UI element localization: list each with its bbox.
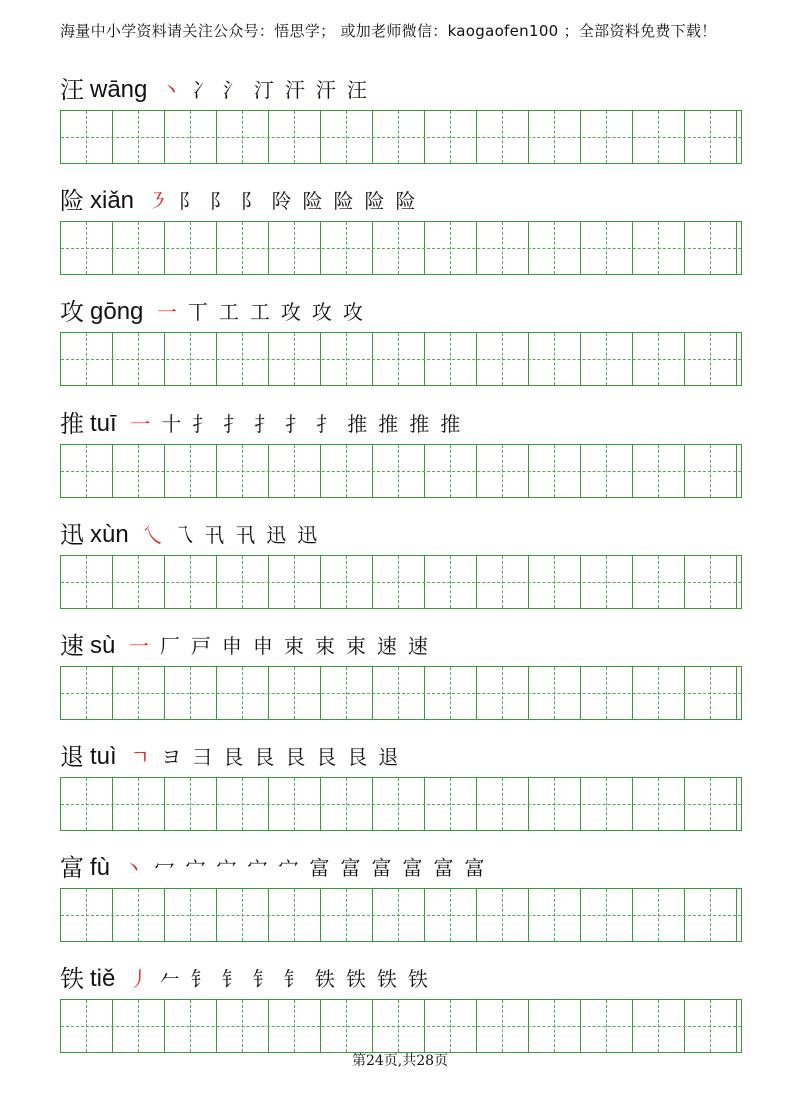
stroke-step [182, 298, 213, 326]
stroke-step [306, 298, 337, 326]
stroke-order [125, 743, 404, 771]
writing-grid[interactable] [60, 110, 742, 164]
stroke-step [279, 76, 310, 104]
stroke-step [218, 743, 249, 771]
stroke-step [154, 632, 185, 660]
writing-grid[interactable] [60, 666, 742, 720]
character: 速 [60, 632, 84, 660]
stroke-glyph: 宀 [216, 856, 237, 880]
stroke-step [342, 410, 373, 438]
stroke-glyph: 迅 [297, 523, 318, 547]
stroke-step [273, 854, 304, 882]
grid-midline [61, 804, 741, 805]
stroke-step [156, 410, 187, 438]
stroke-glyph: 钅 [221, 967, 242, 991]
stroke-step [244, 298, 275, 326]
stroke-step [187, 743, 218, 771]
stroke-step [168, 521, 199, 549]
stroke-glyph: 迅 [266, 523, 287, 547]
stroke-glyph: 艮 [316, 745, 337, 769]
stroke-glyph: 丶 [123, 856, 144, 880]
stroke-glyph: 戸 [190, 634, 211, 658]
stroke-order [123, 632, 433, 660]
stroke-step [249, 410, 280, 438]
stroke-step [149, 854, 180, 882]
stroke-step [402, 632, 433, 660]
character: 退 [60, 743, 84, 771]
stroke-step [280, 410, 311, 438]
stroke-glyph: 艮 [347, 745, 368, 769]
grid-midline [61, 693, 741, 694]
stroke-step [328, 187, 359, 215]
stroke-order [118, 854, 490, 882]
stroke-step [304, 854, 335, 882]
stroke-glyph: 丅 [187, 300, 208, 324]
writing-grid[interactable] [60, 444, 742, 498]
stroke-glyph: 卂 [204, 523, 225, 547]
stroke-glyph: 攻 [342, 300, 363, 324]
grid-midline [61, 1026, 741, 1027]
stroke-order [137, 521, 323, 549]
stroke-step [310, 76, 341, 104]
stroke-step [342, 743, 373, 771]
stroke-step [366, 854, 397, 882]
stroke-glyph: 冫 [191, 78, 212, 102]
character-heading [60, 959, 433, 993]
stroke-glyph: 险 [302, 189, 323, 213]
stroke-glyph: 宀 [247, 856, 268, 880]
stroke-step [155, 76, 186, 104]
stroke-step [309, 632, 340, 660]
stroke-glyph: 一 [130, 412, 151, 436]
stroke-step [311, 743, 342, 771]
stroke-order [123, 965, 433, 993]
stroke-glyph: 推 [347, 412, 368, 436]
pinyin: fù [90, 854, 111, 881]
character-heading [60, 848, 490, 882]
stroke-glyph: 宀 [185, 856, 206, 880]
pinyin: gōng [90, 298, 144, 325]
stroke-step [249, 743, 280, 771]
page-footer: 第24页,共28页 [351, 1053, 449, 1069]
stroke-step [428, 854, 459, 882]
stroke-step [185, 632, 216, 660]
stroke-glyph: 扌 [192, 412, 213, 436]
stroke-glyph: 申 [221, 634, 242, 658]
stroke-glyph: 乁 [173, 523, 194, 547]
stroke-glyph: 铁 [376, 967, 397, 991]
stroke-glyph: 阝 [209, 189, 230, 213]
pinyin: tuī [90, 410, 117, 437]
stroke-glyph: 工 [249, 300, 270, 324]
stroke-step [459, 854, 490, 882]
grid-midline [61, 582, 741, 583]
pinyin: xiǎn [90, 187, 135, 214]
stroke-step [335, 854, 366, 882]
stroke-glyph: 束 [283, 634, 304, 658]
grid-midline [61, 137, 741, 138]
stroke-glyph: 𠂉 [159, 967, 180, 991]
character: 攻 [60, 298, 84, 326]
writing-grid[interactable] [60, 555, 742, 609]
stroke-step [118, 854, 149, 882]
stroke-step [359, 187, 390, 215]
stroke-step [435, 410, 466, 438]
stroke-glyph: 推 [378, 412, 399, 436]
stroke-glyph: 申 [252, 634, 273, 658]
stroke-glyph: 氵 [222, 78, 243, 102]
page-header: 海量中小学资料请关注公众号：悟思学； 或加老师微信：kaogaofen100 ；全部资料免费下载！ [60, 22, 717, 40]
stroke-glyph: 攻 [311, 300, 332, 324]
stroke-glyph: 铁 [345, 967, 366, 991]
stroke-glyph: 一 [128, 634, 149, 658]
stroke-step [216, 965, 247, 993]
stroke-step [404, 410, 435, 438]
stroke-step [218, 410, 249, 438]
stroke-step [340, 632, 371, 660]
grid-midline [61, 915, 741, 916]
stroke-glyph: 丿 [128, 967, 149, 991]
stroke-glyph: 钅 [190, 967, 211, 991]
character-heading [60, 515, 323, 549]
pinyin: xùn [90, 521, 129, 548]
writing-grid[interactable] [60, 221, 742, 275]
stroke-glyph: 险 [395, 189, 416, 213]
stroke-step [187, 410, 218, 438]
stroke-glyph: 阝 [178, 189, 199, 213]
stroke-step [123, 632, 154, 660]
stroke-glyph: ㄱ [130, 745, 150, 769]
character-heading [60, 181, 421, 215]
stroke-step [204, 187, 235, 215]
stroke-step [261, 521, 292, 549]
stroke-glyph: 厂 [159, 634, 180, 658]
stroke-step [280, 743, 311, 771]
stroke-glyph: 富 [433, 856, 454, 880]
stroke-glyph: 艮 [254, 745, 275, 769]
stroke-glyph: 一 [156, 300, 177, 324]
stroke-glyph: 十 [161, 412, 182, 436]
pinyin: tiě [90, 965, 116, 992]
stroke-glyph: 丶 [160, 78, 181, 102]
stroke-step [230, 521, 261, 549]
pinyin: sù [90, 632, 116, 659]
stroke-glyph: 艮 [285, 745, 306, 769]
stroke-glyph: 铁 [407, 967, 428, 991]
writing-grid[interactable] [60, 332, 742, 386]
stroke-order [151, 298, 368, 326]
stroke-step [142, 187, 173, 215]
stroke-glyph: 富 [340, 856, 361, 880]
stroke-glyph: 束 [314, 634, 335, 658]
writing-grid[interactable] [60, 999, 742, 1053]
grid-midline [61, 359, 741, 360]
stroke-step [180, 854, 211, 882]
stroke-glyph: 卂 [235, 523, 256, 547]
stroke-glyph: 富 [371, 856, 392, 880]
stroke-step [216, 632, 247, 660]
grid-midline [61, 471, 741, 472]
stroke-step [390, 187, 421, 215]
character: 险 [60, 187, 84, 215]
character: 铁 [60, 965, 84, 993]
stroke-glyph: ㇋ [147, 189, 168, 213]
stroke-glyph: 富 [309, 856, 330, 880]
stroke-glyph: 推 [409, 412, 430, 436]
character: 迅 [60, 521, 84, 549]
stroke-step [311, 410, 342, 438]
stroke-step [275, 298, 306, 326]
stroke-step [309, 965, 340, 993]
writing-grid[interactable] [60, 777, 742, 831]
stroke-glyph: 扌 [254, 412, 275, 436]
stroke-glyph: 扌 [316, 412, 337, 436]
grid-midline [61, 248, 741, 249]
character: 富 [60, 854, 84, 882]
stroke-glyph: 铁 [314, 967, 335, 991]
stroke-step [213, 298, 244, 326]
stroke-glyph: 钅 [283, 967, 304, 991]
character: 推 [60, 410, 84, 438]
stroke-glyph: 速 [376, 634, 397, 658]
stroke-glyph: 攻 [280, 300, 301, 324]
stroke-step [154, 965, 185, 993]
stroke-glyph: 束 [345, 634, 366, 658]
stroke-glyph: 退 [378, 745, 399, 769]
stroke-glyph: 汗 [315, 78, 336, 102]
stroke-step [373, 410, 404, 438]
stroke-glyph: 推 [440, 412, 461, 436]
stroke-step [341, 76, 372, 104]
stroke-step [397, 854, 428, 882]
stroke-step [292, 521, 323, 549]
stroke-glyph: 冖 [154, 856, 175, 880]
stroke-step [185, 965, 216, 993]
stroke-step [278, 965, 309, 993]
stroke-glyph: 汗 [284, 78, 305, 102]
stroke-step [247, 965, 278, 993]
stroke-order [155, 76, 372, 104]
stroke-step [340, 965, 371, 993]
stroke-glyph: ヨ [161, 745, 182, 769]
character-heading [60, 626, 433, 660]
stroke-order [142, 187, 421, 215]
stroke-step [242, 854, 273, 882]
character-heading [60, 292, 368, 326]
stroke-step [247, 632, 278, 660]
stroke-glyph: 扌 [223, 412, 244, 436]
stroke-step [297, 187, 328, 215]
stroke-glyph: 乀 [142, 523, 163, 547]
stroke-step [337, 298, 368, 326]
writing-grid[interactable] [60, 888, 742, 942]
stroke-glyph: 钅 [252, 967, 273, 991]
stroke-glyph: 扌 [285, 412, 306, 436]
stroke-step [151, 298, 182, 326]
stroke-step [402, 965, 433, 993]
stroke-order [125, 410, 466, 438]
stroke-step [173, 187, 204, 215]
stroke-glyph: 富 [464, 856, 485, 880]
stroke-glyph: 险 [364, 189, 385, 213]
stroke-glyph: 彐 [192, 745, 213, 769]
stroke-glyph: 阾 [271, 189, 292, 213]
stroke-glyph: 宀 [278, 856, 299, 880]
stroke-step [199, 521, 230, 549]
stroke-step [217, 76, 248, 104]
stroke-step [371, 965, 402, 993]
stroke-step [125, 743, 156, 771]
stroke-step [373, 743, 404, 771]
stroke-step [125, 410, 156, 438]
stroke-step [186, 76, 217, 104]
stroke-step [235, 187, 266, 215]
pinyin: wāng [90, 76, 148, 103]
stroke-step [137, 521, 168, 549]
stroke-step [211, 854, 242, 882]
stroke-step [278, 632, 309, 660]
character: 汪 [60, 76, 84, 104]
stroke-step [371, 632, 402, 660]
stroke-step [123, 965, 154, 993]
stroke-step [266, 187, 297, 215]
stroke-glyph: 汀 [253, 78, 274, 102]
stroke-glyph: 汪 [346, 78, 367, 102]
stroke-glyph: 险 [333, 189, 354, 213]
stroke-step [248, 76, 279, 104]
stroke-glyph: 艮 [223, 745, 244, 769]
stroke-glyph: 阝 [240, 189, 261, 213]
stroke-glyph: 速 [407, 634, 428, 658]
stroke-step [156, 743, 187, 771]
stroke-glyph: 工 [218, 300, 239, 324]
stroke-glyph: 富 [402, 856, 423, 880]
character-heading [60, 70, 372, 104]
pinyin: tuì [90, 743, 117, 770]
character-heading [60, 404, 466, 438]
character-heading [60, 737, 404, 771]
